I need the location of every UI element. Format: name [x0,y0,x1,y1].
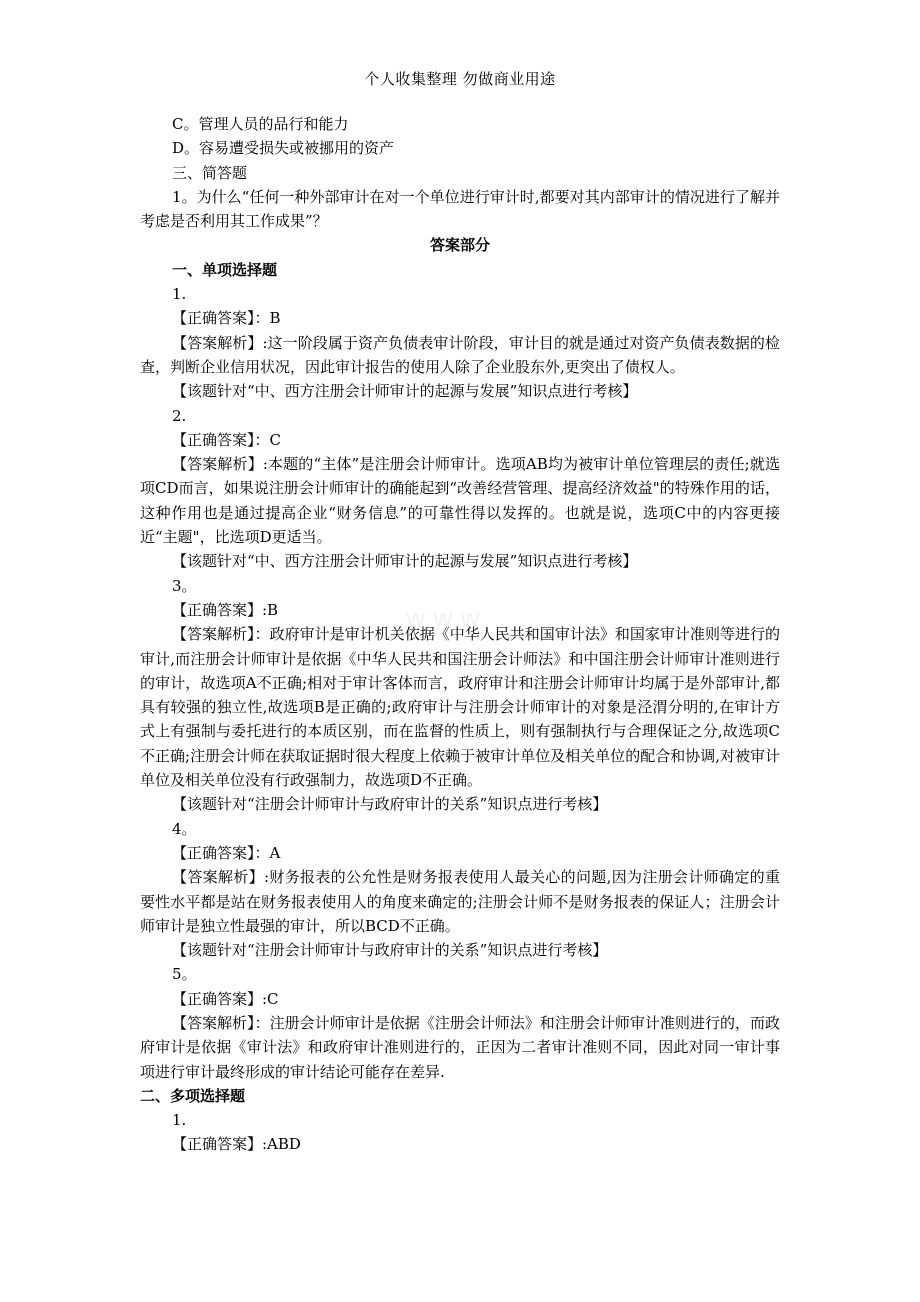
q4-correct-answer: 【正确答案】：A [172,843,281,862]
page-header: 个人收集整理 勿做商业用途 [364,70,556,88]
q2-number: 2. [172,406,187,425]
q1-analysis: 【答案解析】:这一阶段属于资产负债表审计阶段，审计目的就是通过对资产负债表数据的检查，判断企业信用状况，因此审计报告的使用人除了企业股东外,更突出了债权人。 [140,333,780,376]
watermark: www [405,604,487,634]
document-body [140,112,780,1157]
short-answer-heading: 三、简答题 [172,163,248,182]
q3-analysis: 【答案解析】：政府审计是审计机关依据《中华人民共和国审计法》和国家审计准则等进行的审计,而注册会计师审计是依据《中华人民共和国注册会计师法》和中国注册会计师审计准则进行的审计，故选项A不正确;相对于审计客体而言，政府审计和注册会计师审计均属于是外部审计,都具有较强的独立性,故选项B是正确的;政府审计与注册会计师审计的对象是泾渭分明的,在审计方式上有强制与委托进行的本质区别，而在监督的性质上，则有强制执行与合理保证之分,故选项C不正确;注册会计师在获取证据时很大程度上依赖于被审计单位及相关单位的配合和协调,对被审计单位及相关单位没有行政强制力，故选项D不正确。 [140,625,780,790]
answers-title: 答案部分 [429,236,490,255]
multi-q1-correct-answer: 【正确答案】:ABD [172,1135,301,1154]
q2-topic: 【该题针对“中、西方注册会计师审计的起源与发展”知识点进行考核】 [172,552,638,571]
q4-number: 4。 [172,819,197,838]
q4-analysis: 【答案解析】:财务报表的公允性是财务报表使用人最关心的问题,因为注册会计师确定的重要性水平都是站在财务报表使用人的角度来确定的;注册会计师不是财务报表的保证人；注册会计师审计是独立性最强的审计，所以BCD不正确。 [140,868,780,935]
q2-correct-answer: 【正确答案】：C [172,430,281,449]
short-answer-question-1: 1。为什么“任何一种外部审计在对一个单位进行审计时,都要对其内部审计的情况进行了解并考虑是否利用其工作成果”？ [140,187,780,231]
q1-number: 1. [172,285,187,304]
multi-q1-number: 1. [172,1111,187,1130]
q1-correct-answer: 【正确答案】：B [172,309,281,328]
q1-topic: 【该题针对“中、西方注册会计师审计的起源与发展”知识点进行考核】 [172,382,638,401]
option-c: C。管理人员的品行和能力 [172,115,349,133]
q4-topic: 【该题针对“注册会计师审计与政府审计的关系”知识点进行考核】 [172,941,608,960]
section-2-heading: 二、多项选择题 [140,1086,246,1105]
q3-correct-answer: 【正确答案】:B [172,600,279,619]
q2-analysis: 【答案解析】:本题的“主体”是注册会计师审计。选项AB均为被审计单位管理层的责任;就选项CD而言，如果说注册会计师审计的确能起到“改善经营管理、提高经济效益"的特殊作用的话，这种作用也是通过提高企业“财务信息”的可靠性得以发挥的。也就是说，选项C中的内容更接近“主题"，比选项D更适当。 [140,455,780,547]
option-d: D。容易遭受损失或被挪用的资产 [172,139,395,158]
section-1-heading: 一、单项选择题 [172,260,278,279]
q5-number: 5。 [172,965,197,984]
q5-correct-answer: 【正确答案】:C [172,989,279,1008]
q3-number: 3。 [172,576,197,595]
q3-topic: 【该题针对“注册会计师审计与政府审计的关系”知识点进行考核】 [172,795,608,814]
q5-analysis: 【答案解析】：注册会计师审计是依据《注册会计师法》和注册会计师审计准则进行的，而政府审计是依据《审计法》和政府审计准则进行的，正因为二者审计准则不同，因此对同一审计事项进行审计最终形成的审计结论可能存在差异. [140,1013,780,1081]
